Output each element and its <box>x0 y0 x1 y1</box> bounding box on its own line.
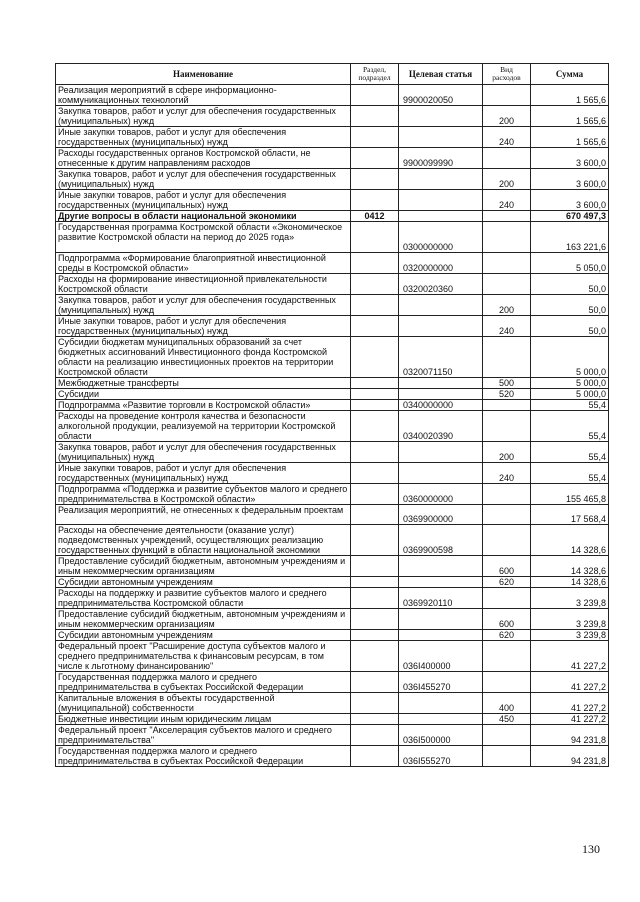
row-article <box>399 211 483 222</box>
row-amount: 14 328,6 <box>531 556 609 577</box>
row-name: Подпрограмма «Формирование благоприятной инвестиционной среды в Костромской области» <box>56 253 351 274</box>
row-expense-type: 620 <box>483 630 531 641</box>
row-article <box>399 127 483 148</box>
row-expense-type <box>483 211 531 222</box>
row-name: Подпрограмма «Развитие торговли в Костромской области» <box>56 400 351 411</box>
row-amount: 17 568,4 <box>531 505 609 525</box>
row-expense-type: 450 <box>483 714 531 725</box>
row-section <box>351 442 399 463</box>
row-amount: 50,0 <box>531 316 609 337</box>
table-row <box>56 222 609 253</box>
row-amount: 41 227,2 <box>531 672 609 693</box>
table-row <box>56 505 609 525</box>
row-article <box>399 577 483 588</box>
header-expense-type: Вид расходов <box>483 64 531 85</box>
table-row <box>56 525 609 556</box>
row-article: 0360000000 <box>399 484 483 505</box>
row-name: Подпрограмма «Поддержка и развитие субъектов малого и среднего предпринимательства в Костромской области» <box>56 484 351 505</box>
row-section <box>351 525 399 556</box>
row-section <box>351 714 399 725</box>
row-name: Расходы на формирование инвестиционной привлекательности Костромской области <box>56 274 351 295</box>
row-article: 0369900598 <box>399 525 483 556</box>
header-section: Раздел, подраздел <box>351 64 399 85</box>
row-expense-type <box>483 337 531 378</box>
row-amount: 14 328,6 <box>531 525 609 556</box>
row-section <box>351 389 399 400</box>
row-amount: 5 000,0 <box>531 378 609 389</box>
table-row <box>56 190 609 211</box>
row-section <box>351 588 399 609</box>
row-article <box>399 693 483 714</box>
table-row <box>56 127 609 148</box>
row-expense-type: 620 <box>483 577 531 588</box>
table-row <box>56 693 609 714</box>
row-amount: 3 239,8 <box>531 630 609 641</box>
row-amount: 670 497,3 <box>531 211 609 222</box>
row-name: Капитальные вложения в объекты государственной (муниципальной) собственности <box>56 693 351 714</box>
row-section <box>351 222 399 253</box>
row-amount: 1 565,6 <box>531 127 609 148</box>
row-article: 036I500000 <box>399 725 483 746</box>
row-name: Другие вопросы в области национальной экономики <box>56 211 351 222</box>
row-expense-type <box>483 588 531 609</box>
table-row <box>56 316 609 337</box>
row-article: 0320020360 <box>399 274 483 295</box>
table-row <box>56 746 609 767</box>
row-expense-type <box>483 641 531 672</box>
row-expense-type: 600 <box>483 556 531 577</box>
row-article <box>399 556 483 577</box>
table-row <box>56 253 609 274</box>
row-amount: 55,4 <box>531 463 609 484</box>
row-section <box>351 295 399 316</box>
row-name: Иные закупки товаров, работ и услуг для обеспечения государственных (муниципальных) нужд <box>56 127 351 148</box>
row-section <box>351 253 399 274</box>
row-article: 036I455270 <box>399 672 483 693</box>
row-section <box>351 148 399 169</box>
row-expense-type <box>483 85 531 106</box>
row-name: Расходы на проведение контроля качества и безопасности алкогольной продукции, реализуемой на территории Костромской области <box>56 411 351 442</box>
row-amount: 1 565,6 <box>531 106 609 127</box>
table-row <box>56 411 609 442</box>
row-name: Реализация мероприятий, не отнесенных к федеральным проектам <box>56 505 351 525</box>
row-name: Реализация мероприятий в сфере информационно-коммуникационных технологий <box>56 85 351 106</box>
row-article <box>399 169 483 190</box>
row-section <box>351 725 399 746</box>
row-article <box>399 442 483 463</box>
row-section <box>351 556 399 577</box>
table-row <box>56 211 609 222</box>
row-amount: 50,0 <box>531 274 609 295</box>
row-expense-type <box>483 222 531 253</box>
row-article <box>399 714 483 725</box>
header-article: Целевая статья <box>399 64 483 85</box>
row-article <box>399 106 483 127</box>
table-row <box>56 556 609 577</box>
row-name: Расходы государственных органов Костромской области, не отнесенные к другим направлениям расходов <box>56 148 351 169</box>
row-section <box>351 463 399 484</box>
row-expense-type: 200 <box>483 442 531 463</box>
table-header-row <box>56 64 609 85</box>
row-section <box>351 106 399 127</box>
row-section <box>351 577 399 588</box>
row-amount: 5 000,0 <box>531 389 609 400</box>
row-article: 0340000000 <box>399 400 483 411</box>
table-row <box>56 148 609 169</box>
row-amount: 3 600,0 <box>531 190 609 211</box>
row-article <box>399 190 483 211</box>
table-row <box>56 609 609 630</box>
table-row <box>56 641 609 672</box>
row-amount: 41 227,2 <box>531 693 609 714</box>
row-name: Иные закупки товаров, работ и услуг для обеспечения государственных (муниципальных) нужд <box>56 316 351 337</box>
row-article: 9900020050 <box>399 85 483 106</box>
header-name: Наименование <box>56 64 351 85</box>
row-article <box>399 609 483 630</box>
table-row <box>56 577 609 588</box>
row-section <box>351 400 399 411</box>
row-article: 036I400000 <box>399 641 483 672</box>
row-expense-type: 240 <box>483 316 531 337</box>
row-amount: 55,4 <box>531 400 609 411</box>
row-section <box>351 190 399 211</box>
row-expense-type <box>483 746 531 767</box>
row-expense-type: 200 <box>483 169 531 190</box>
row-name: Федеральный проект "Расширение доступа субъектов малого и среднего предпринимательства к финансовым ресурсам, в том числе к льготному финансированию" <box>56 641 351 672</box>
row-amount: 5 050,0 <box>531 253 609 274</box>
row-name: Бюджетные инвестиции иным юридическим лицам <box>56 714 351 725</box>
row-amount: 94 231,8 <box>531 725 609 746</box>
row-expense-type: 520 <box>483 389 531 400</box>
row-name: Расходы на поддержку и развитие субъектов малого и среднего предпринимательства Костромской области <box>56 588 351 609</box>
row-name: Субсидии <box>56 389 351 400</box>
row-name: Иные закупки товаров, работ и услуг для обеспечения государственных (муниципальных) нужд <box>56 190 351 211</box>
row-expense-type <box>483 725 531 746</box>
table-row <box>56 484 609 505</box>
table-row <box>56 295 609 316</box>
table-row <box>56 463 609 484</box>
row-section <box>351 609 399 630</box>
row-section <box>351 630 399 641</box>
row-expense-type <box>483 411 531 442</box>
row-article <box>399 295 483 316</box>
row-article <box>399 389 483 400</box>
table-row <box>56 725 609 746</box>
row-name: Закупка товаров, работ и услуг для обеспечения государственных (муниципальных) нужд <box>56 106 351 127</box>
row-amount: 14 328,6 <box>531 577 609 588</box>
table-row <box>56 400 609 411</box>
table-row <box>56 169 609 190</box>
row-amount: 41 227,2 <box>531 714 609 725</box>
row-amount: 1 565,6 <box>531 85 609 106</box>
row-expense-type <box>483 400 531 411</box>
row-article: 036I555270 <box>399 746 483 767</box>
row-expense-type <box>483 253 531 274</box>
row-amount: 55,4 <box>531 411 609 442</box>
row-amount: 5 000,0 <box>531 337 609 378</box>
row-section <box>351 337 399 378</box>
row-article: 9900099990 <box>399 148 483 169</box>
row-section <box>351 316 399 337</box>
row-name: Иные закупки товаров, работ и услуг для обеспечения государственных (муниципальных) нужд <box>56 463 351 484</box>
row-name: Расходы на обеспечение деятельности (оказание услуг) подведомственных учреждений, осуществляющих реализацию государственных функций в области национальной экономики <box>56 525 351 556</box>
table-row <box>56 106 609 127</box>
row-section <box>351 672 399 693</box>
row-expense-type <box>483 505 531 525</box>
row-article: 0320071150 <box>399 337 483 378</box>
table-row <box>56 389 609 400</box>
row-name: Государственная программа Костромской области «Экономическое развитие Костромской области на период до 2025 года» <box>56 222 351 253</box>
row-section <box>351 85 399 106</box>
row-article <box>399 378 483 389</box>
row-amount: 3 239,8 <box>531 588 609 609</box>
row-article <box>399 630 483 641</box>
row-section <box>351 411 399 442</box>
row-amount: 94 231,8 <box>531 746 609 767</box>
row-expense-type: 240 <box>483 127 531 148</box>
row-expense-type: 400 <box>483 693 531 714</box>
row-article <box>399 463 483 484</box>
row-expense-type: 200 <box>483 295 531 316</box>
row-amount: 50,0 <box>531 295 609 316</box>
row-section <box>351 641 399 672</box>
row-amount: 55,4 <box>531 442 609 463</box>
row-name: Предоставление субсидий бюджетным, автономным учреждениям и иным некоммерческим организациям <box>56 556 351 577</box>
row-name: Закупка товаров, работ и услуг для обеспечения государственных (муниципальных) нужд <box>56 169 351 190</box>
row-name: Предоставление субсидий бюджетным, автономным учреждениям и иным некоммерческим организациям <box>56 609 351 630</box>
budget-table <box>55 63 609 767</box>
row-expense-type: 240 <box>483 190 531 211</box>
row-name: Государственная поддержка малого и среднего предпринимательства в субъектах Российской Федерации <box>56 672 351 693</box>
table-row <box>56 672 609 693</box>
table-row <box>56 85 609 106</box>
row-name: Субсидии автономным учреждениям <box>56 630 351 641</box>
row-section <box>351 693 399 714</box>
row-expense-type: 500 <box>483 378 531 389</box>
row-expense-type: 600 <box>483 609 531 630</box>
row-name: Субсидии бюджетам муниципальных образований за счет бюджетных ассигнований Инвестиционного фонда Костромской области на реализацию инвестиционных проектов на территории Костромской области <box>56 337 351 378</box>
row-article: 0300000000 <box>399 222 483 253</box>
row-section <box>351 274 399 295</box>
row-expense-type <box>483 484 531 505</box>
header-amount: Сумма <box>531 64 609 85</box>
row-expense-type: 240 <box>483 463 531 484</box>
row-expense-type: 200 <box>483 106 531 127</box>
row-article: 0340020390 <box>399 411 483 442</box>
row-amount: 3 600,0 <box>531 148 609 169</box>
row-section <box>351 378 399 389</box>
row-amount: 41 227,2 <box>531 641 609 672</box>
row-section <box>351 505 399 525</box>
table-row <box>56 442 609 463</box>
table-row <box>56 630 609 641</box>
row-section <box>351 127 399 148</box>
row-amount: 155 465,8 <box>531 484 609 505</box>
row-name: Государственная поддержка малого и среднего предпринимательства в субъектах Российской Федерации <box>56 746 351 767</box>
row-expense-type <box>483 274 531 295</box>
row-article: 0369920110 <box>399 588 483 609</box>
table-row <box>56 274 609 295</box>
table-row <box>56 378 609 389</box>
row-name: Субсидии автономным учреждениям <box>56 577 351 588</box>
row-section <box>351 746 399 767</box>
row-article <box>399 316 483 337</box>
row-article: 0320000000 <box>399 253 483 274</box>
row-expense-type <box>483 525 531 556</box>
row-section <box>351 484 399 505</box>
row-expense-type <box>483 148 531 169</box>
row-amount: 163 221,6 <box>531 222 609 253</box>
row-section <box>351 169 399 190</box>
table-row <box>56 337 609 378</box>
row-name: Закупка товаров, работ и услуг для обеспечения государственных (муниципальных) нужд <box>56 295 351 316</box>
row-name: Межбюджетные трансферты <box>56 378 351 389</box>
row-expense-type <box>483 672 531 693</box>
row-name: Федеральный проект "Акселерация субъектов малого и среднего предпринимательства" <box>56 725 351 746</box>
table-row <box>56 714 609 725</box>
row-section: 0412 <box>351 211 399 222</box>
row-name: Закупка товаров, работ и услуг для обеспечения государственных (муниципальных) нужд <box>56 442 351 463</box>
row-amount: 3 239,8 <box>531 609 609 630</box>
row-article: 0369900000 <box>399 505 483 525</box>
table-row <box>56 588 609 609</box>
page-number: 130 <box>582 842 600 856</box>
row-amount: 3 600,0 <box>531 169 609 190</box>
